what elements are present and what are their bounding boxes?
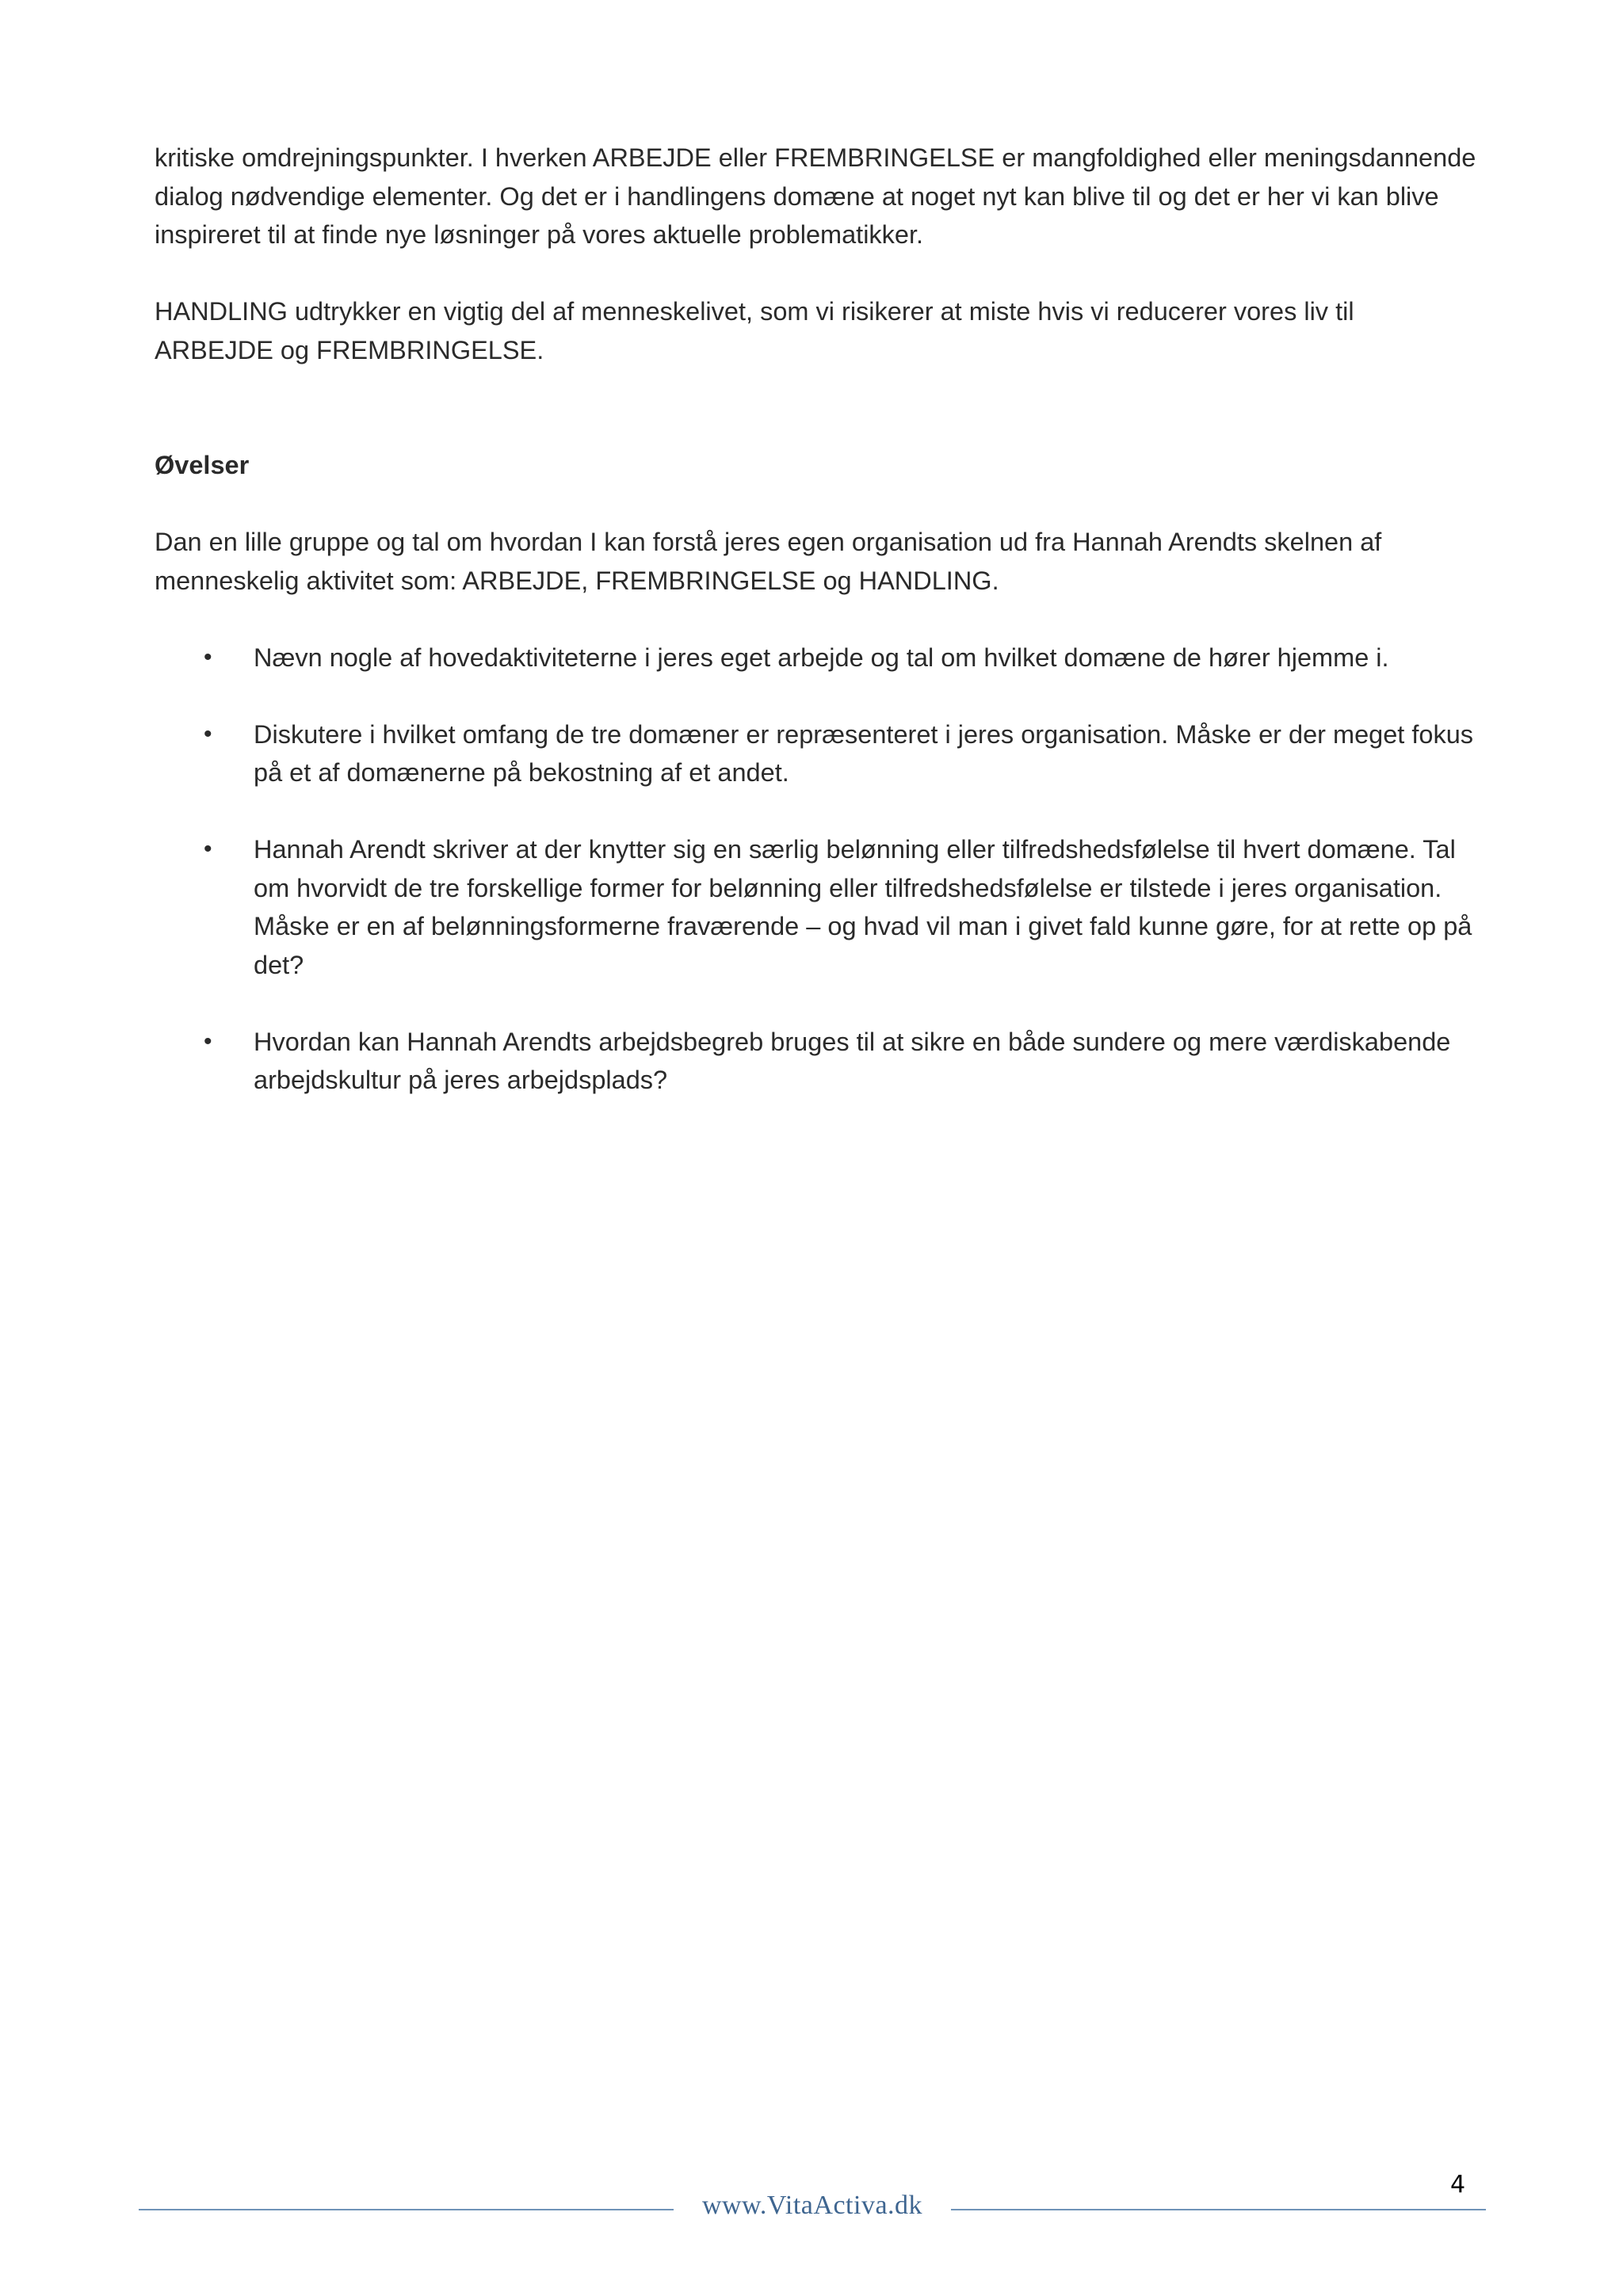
list-item-text: Nævn nogle af hovedaktiviteterne i jeres eget arbejde og tal om hvilket domæne de hører hjemme i.: [254, 643, 1389, 672]
footer-website-link[interactable]: www.VitaActiva.dk: [701, 2191, 923, 2220]
body-paragraph: HANDLING udtrykker en vigtig del af menneskelivet, som vi risikerer at miste hvis vi reducerer vores liv til ARBEJDE og FREMBRINGELSE.: [155, 297, 1354, 364]
bullet-icon: •: [204, 643, 212, 670]
bullet-icon: •: [204, 836, 212, 862]
list-item-text: Hvordan kan Hannah Arendts arbejdsbegreb bruges til at sikre en både sundere og mere værdiskabende arbejdskultur på jeres arbejdsplads?: [254, 1027, 1451, 1094]
list-item-text: Diskutere i hvilket omfang de tre domæner er repræsenteret i jeres organisation. Måske er der meget fokus på et af domænerne på bekostning af et andet.: [254, 719, 1474, 787]
exercise-intro: Dan en lille gruppe og tal om hvordan I kan forstå jeres egen organisation ud fra Hannah Arendts skelnen af menneskelig aktivitet som: ARBEJDE, FREMBRINGELSE og HANDLING.: [155, 528, 1382, 595]
footer-divider-right: [951, 2209, 1486, 2210]
list-item: [155, 715, 1478, 792]
bullet-icon: •: [204, 720, 212, 747]
list-item-text: Hannah Arendt skriver at der knytter sig en særlig belønning eller tilfredshedsfølelse til hvert domæne. Tal om hvorvidt de tre forskellige former for belønning eller tilfredshedsfølelse er tilstede i jeres organisation. Måske er en af belønningsformerne fraværende – og hvad vil man i givet fald kunne gøre, for at rette op på det?: [254, 835, 1472, 979]
page-content: [155, 139, 1478, 1138]
list-item: [155, 1023, 1478, 1100]
exercise-list: [155, 639, 1478, 1100]
page-number: 4: [1450, 2171, 1466, 2199]
section-heading: Øvelser: [155, 451, 250, 479]
bullet-icon: •: [204, 1028, 212, 1055]
list-item: [155, 639, 1478, 677]
page-footer: [139, 2187, 1486, 2234]
footer-divider-left: [139, 2209, 674, 2210]
body-paragraph: kritiske omdrejningspunkter. I hverken ARBEJDE eller FREMBRINGELSE er mangfoldighed eller meningsdannende dialog nødvendige elementer. Og det er i handlingens domæne at noget nyt kan blive til og det er her vi kan blive inspireret til at finde nye løsninger på vores aktuelle problematikker.: [155, 143, 1476, 249]
list-item: [155, 830, 1478, 984]
